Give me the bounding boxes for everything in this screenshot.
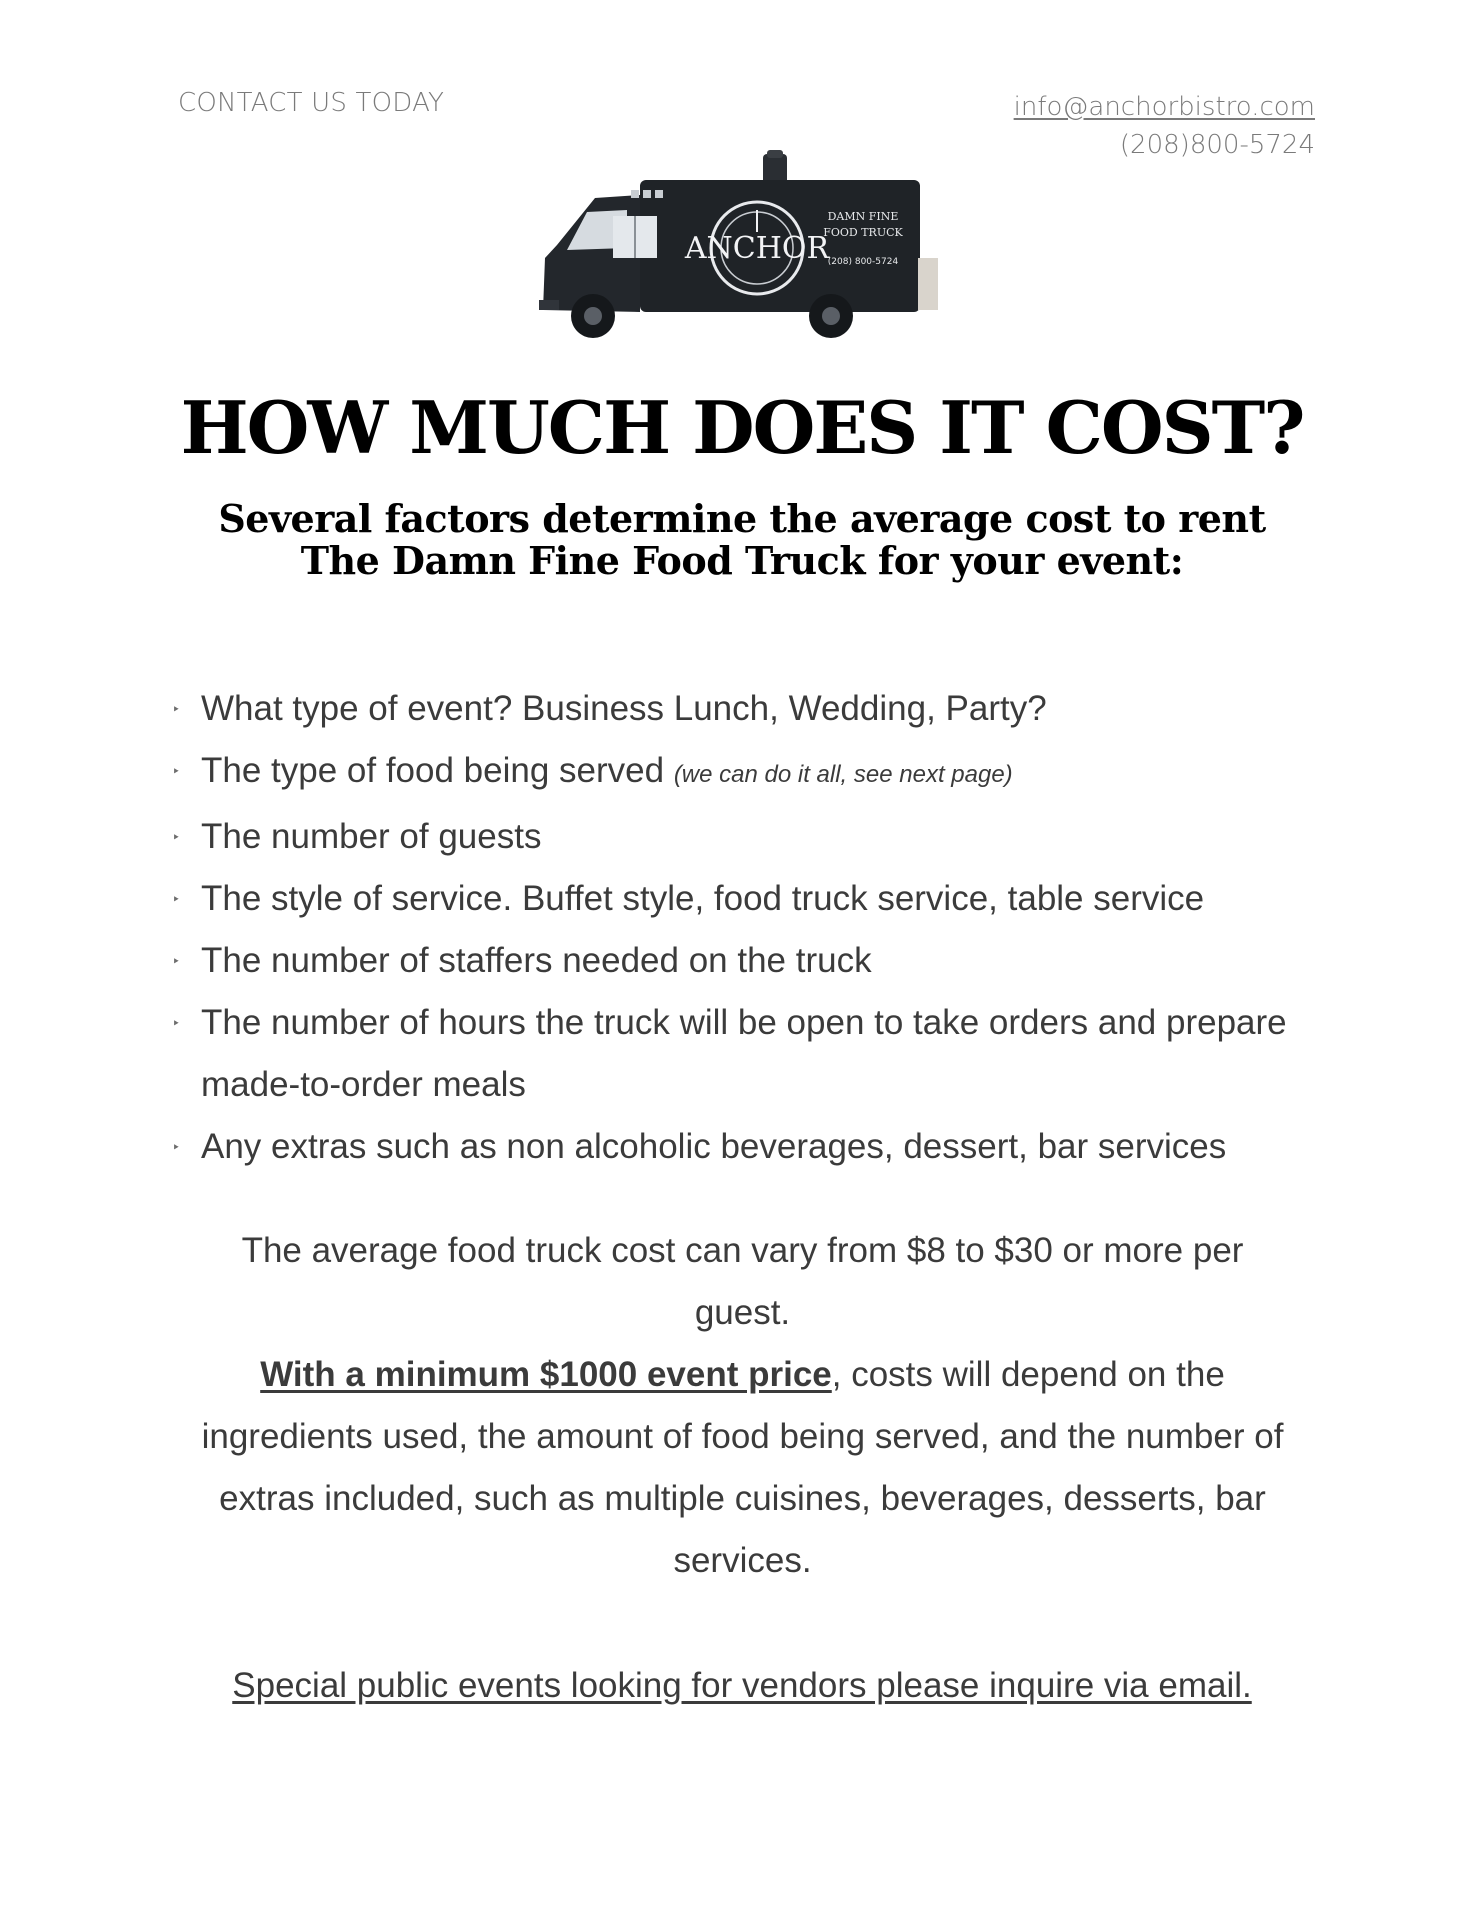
food-note: (we can do it all, see next page) bbox=[673, 761, 1013, 788]
truck-side-text-2: FOOD TRUCK bbox=[823, 226, 903, 239]
vendors-note: Special public events looking for vendors please inquire via email. bbox=[232, 1666, 1252, 1705]
bullet-icon: ‣ bbox=[172, 953, 181, 969]
list-item: ‣ The type of food being served (we can do it all, see next page) bbox=[172, 740, 1322, 806]
phone-number: (208)800-5724 bbox=[1119, 130, 1315, 160]
list-item: ‣ What type of event? Business Lunch, Wedding, Party? bbox=[172, 678, 1322, 740]
list-item: ‣ The style of service. Buffet style, food truck service, table service bbox=[172, 868, 1322, 930]
minimum-price-emphasis: With a minimum $1000 event price bbox=[260, 1355, 832, 1394]
email-link[interactable]: info@anchorbistro.com bbox=[1013, 92, 1315, 122]
contact-label: CONTACT US TODAY bbox=[178, 88, 445, 118]
bullet-icon: ‣ bbox=[172, 891, 181, 907]
average-cost-text: The average food truck cost can vary from $8 to $30 or more per guest. bbox=[241, 1231, 1244, 1332]
list-item: ‣ The number of hours the truck will be open to take orders and prepare made-to-order meals bbox=[172, 992, 1322, 1116]
list-item: ‣ The number of guests bbox=[172, 806, 1322, 868]
page-title: HOW MUCH DOES IT COST? bbox=[180, 385, 1304, 470]
cost-description bbox=[190, 1220, 1295, 1592]
contact-info bbox=[1014, 88, 1315, 164]
cost-factors-list bbox=[172, 678, 1322, 1178]
bullet-icon: ‣ bbox=[172, 763, 181, 779]
page-subtitle bbox=[0, 498, 1484, 582]
list-item: ‣ Any extras such as non alcoholic beverages, dessert, bar services bbox=[172, 1116, 1322, 1178]
bullet-icon: ‣ bbox=[172, 1015, 181, 1031]
truck-side-phone: (208) 800-5724 bbox=[827, 257, 899, 267]
food-truck-illustration bbox=[535, 150, 955, 345]
bullet-icon: ‣ bbox=[172, 1139, 181, 1155]
minimum-price-text: With a minimum $1000 event price, costs will depend on the ingredients used, the amount of food being served, and the number of extras included, such as multiple cuisines, beverages, desserts, bar services. bbox=[201, 1355, 1284, 1580]
subtitle-line-1: Several factors determine the average cost to rent bbox=[218, 496, 1266, 541]
rear-door bbox=[918, 258, 938, 310]
list-item: ‣ The number of staffers needed on the truck bbox=[172, 930, 1322, 992]
subtitle-line-2: The Damn Fine Food Truck for your event: bbox=[300, 538, 1184, 583]
logo-text: ANCHOR bbox=[684, 231, 830, 266]
bullet-icon: ‣ bbox=[172, 701, 181, 717]
bullet-icon: ‣ bbox=[172, 829, 181, 845]
truck-side-text-1: DAMN FINE bbox=[827, 210, 899, 223]
